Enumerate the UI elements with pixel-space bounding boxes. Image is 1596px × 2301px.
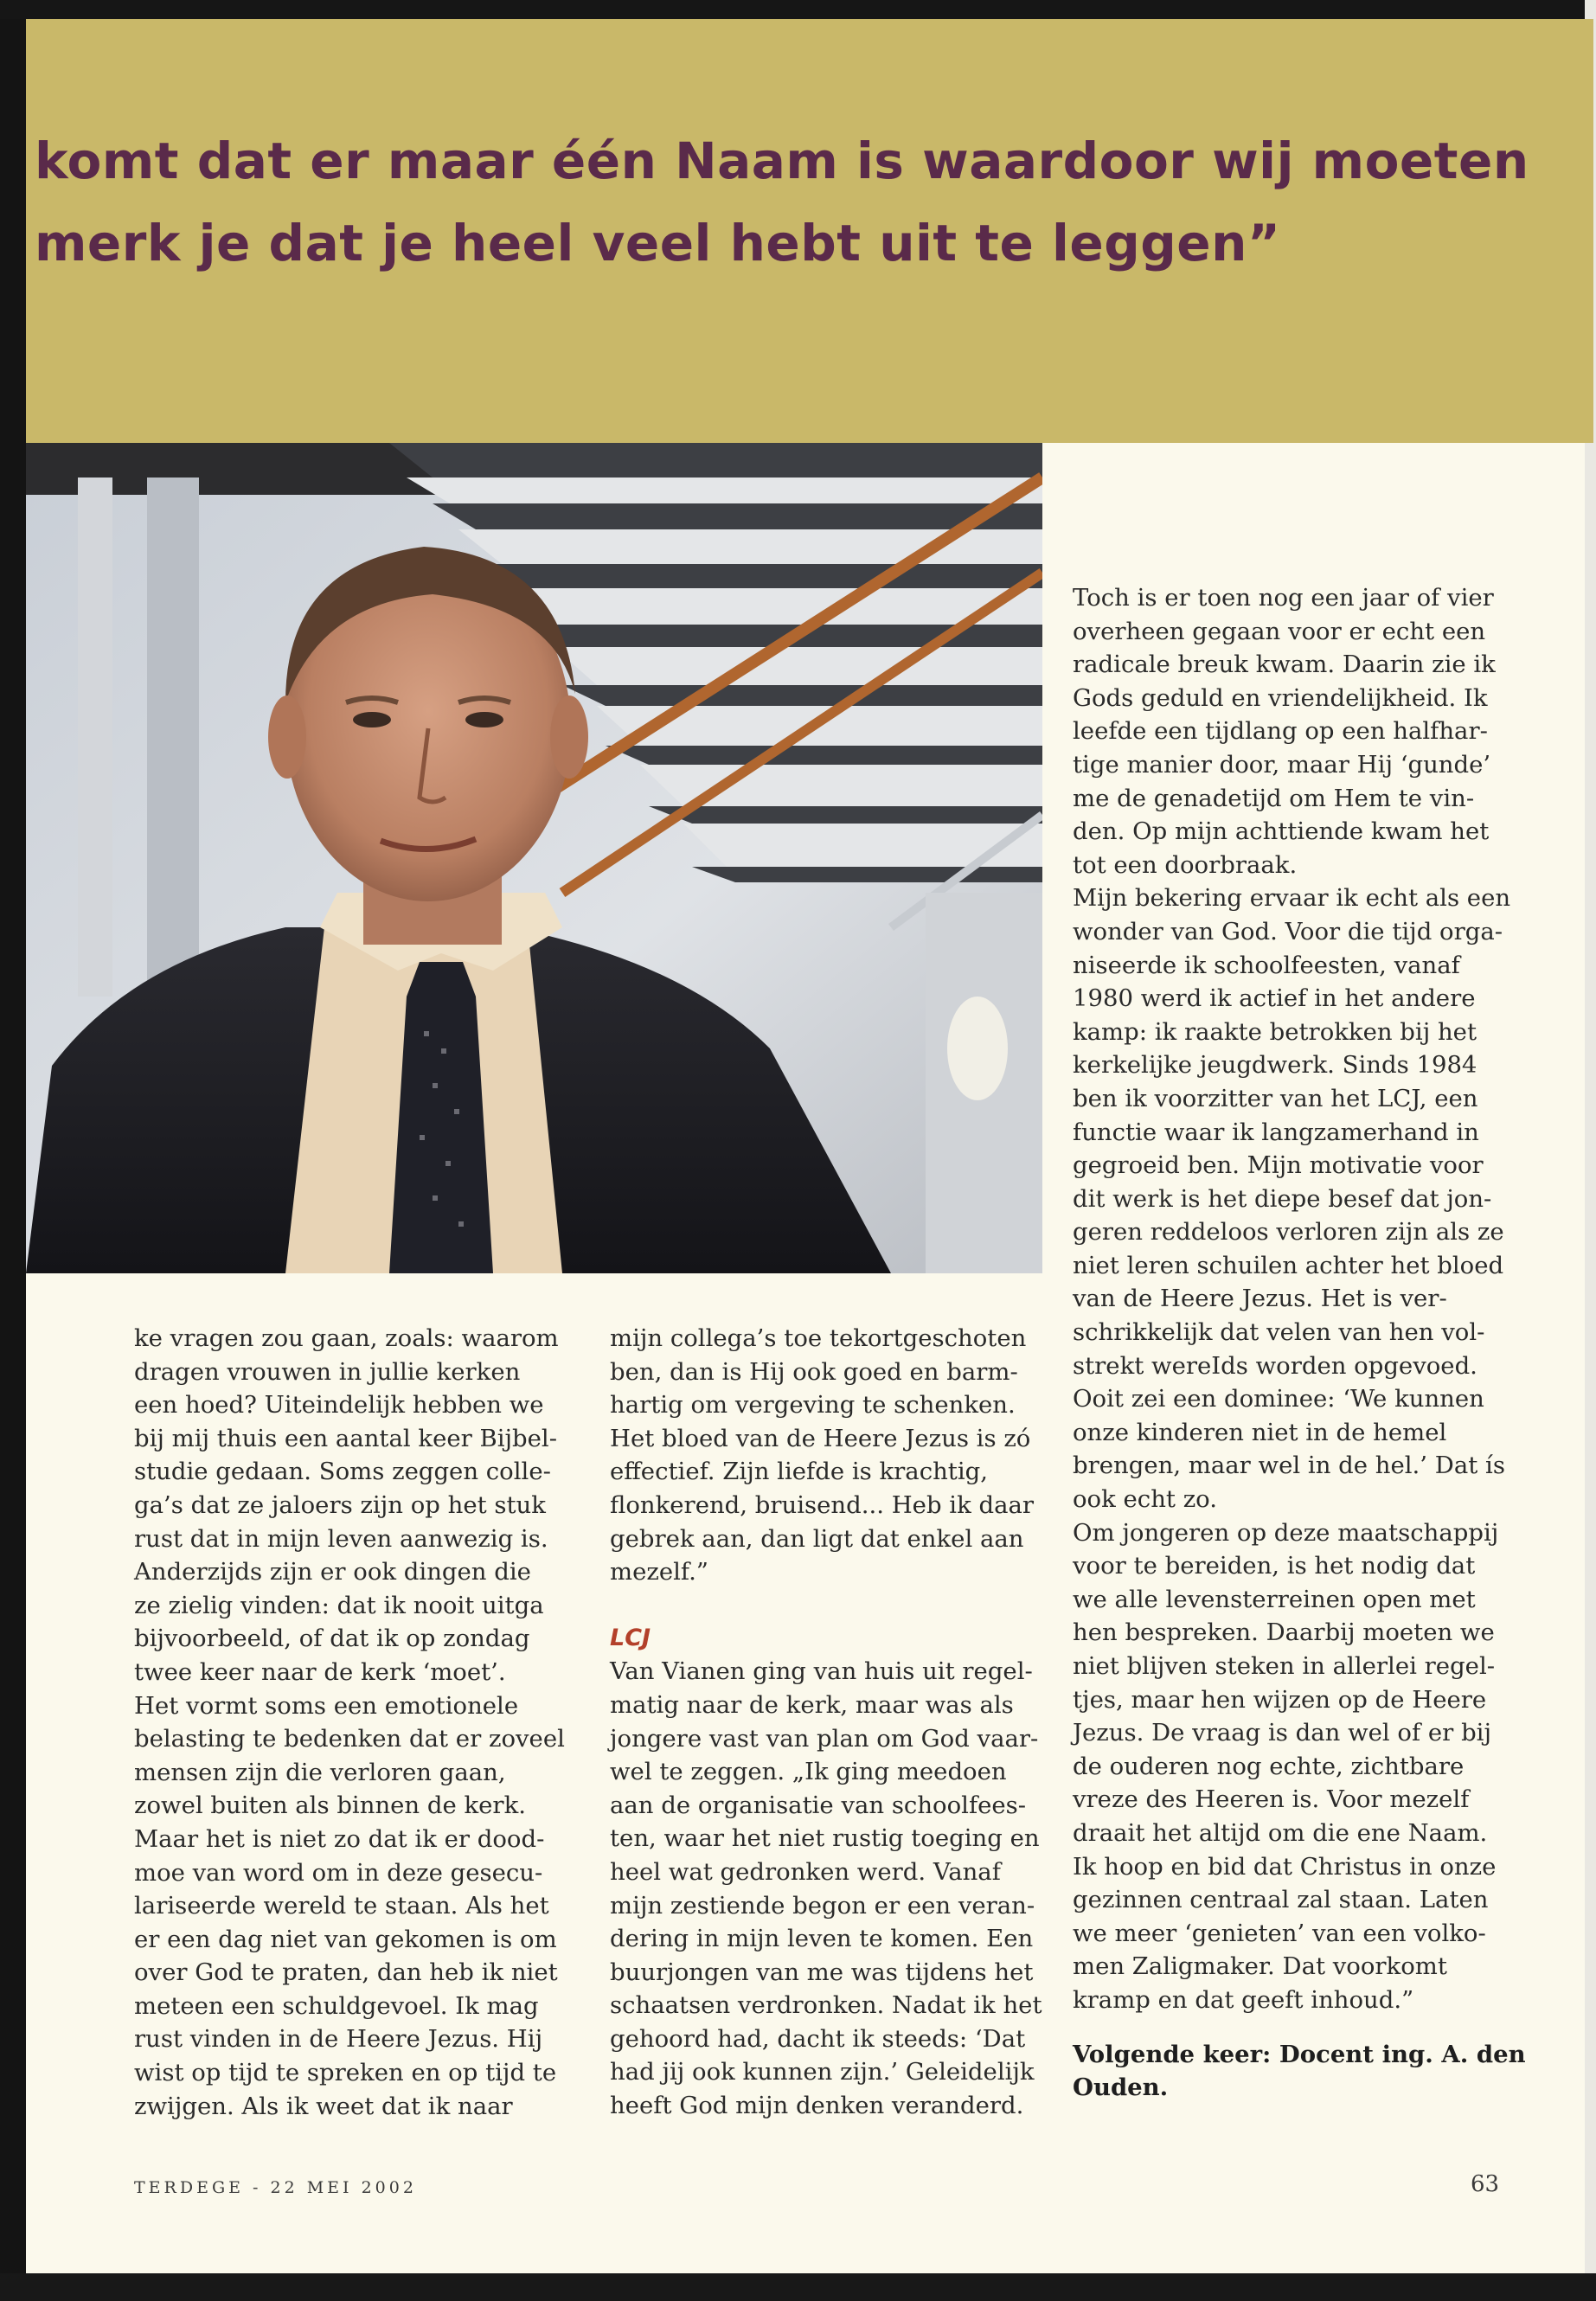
text-line: rust dat in mijn leven aanwezig is. — [134, 1524, 548, 1553]
scan-edge-bottom — [0, 2273, 1596, 2301]
text-line: leefde een tijdlang op een halfhar- — [1073, 717, 1488, 746]
text-line: bij mij thuis een aantal keer Bijbel- — [134, 1424, 558, 1452]
text-line: Het bloed van de Heere Jezus is zó — [610, 1424, 1031, 1452]
scan-edge-top — [0, 0, 1596, 19]
text-line: functie waar ik langzamerhand in — [1073, 1118, 1479, 1146]
text-line: de ouderen nog echte, zichtbare — [1073, 1752, 1465, 1780]
text-line: twee keer naar de kerk ‘moet’. — [134, 1657, 506, 1686]
column-2-paragraph — [610, 1322, 1060, 1589]
text-line: aan de organisatie van schoolfees- — [610, 1791, 1027, 1819]
text-line: gegroeid ben. Mijn motivatie voor — [1073, 1151, 1484, 1180]
text-line: Jezus. De vraag is dan wel of er bij — [1073, 1719, 1491, 1747]
column-3-paragraph — [1073, 581, 1557, 2017]
page-number: 63 — [1471, 2171, 1500, 2197]
text-line: gehoord had, dacht ik steeds: ‘Dat — [610, 2024, 1026, 2053]
text-line: den. Op mijn achttiende kwam het — [1073, 817, 1490, 846]
text-line: bijvoorbeeld, of dat ik op zondag — [134, 1625, 530, 1653]
text-line: kerkelijke jeugdwerk. Sinds 1984 — [1073, 1051, 1477, 1080]
text-line: strekt wereIds worden opgevoed. — [1073, 1351, 1477, 1380]
text-line: heel wat gedronken werd. Vanaf — [610, 1857, 1001, 1886]
text-line: vreze des Heeren is. Voor mezelf — [1073, 1785, 1470, 1814]
text-line: Ooit zei een dominee: ‘We kunnen — [1073, 1385, 1484, 1413]
text-line: moe van word om in deze gesecu- — [134, 1858, 543, 1887]
text-line: 1980 werd ik actief in het andere — [1073, 984, 1476, 1013]
text-line: brengen, maar wel in de hel.’ Dat ís — [1073, 1452, 1505, 1480]
text-line: buurjongen van me was tijdens het — [610, 1958, 1034, 1986]
text-line: Om jongeren op deze maatschappij — [1073, 1518, 1499, 1547]
text-line: we alle levensterreinen open met — [1073, 1585, 1476, 1613]
next-time-line: Ouden. — [1073, 2073, 1169, 2102]
text-line: dit werk is het diepe besef dat jon- — [1073, 1184, 1492, 1213]
text-line: mijn collega’s toe tekortgeschoten — [610, 1324, 1027, 1352]
column-2-paragraph — [610, 1655, 1060, 2122]
text-line: heeft God mijn denken veranderd. — [610, 2092, 1024, 2120]
text-line: onze kinderen niet in de hemel — [1073, 1418, 1447, 1446]
text-line: gebrek aan, dan ligt dat enkel aan — [610, 1524, 1024, 1553]
text-line: Ik hoop en bid dat Christus in onze — [1073, 1852, 1497, 1881]
text-line: me de genadetijd om Hem te vin- — [1073, 784, 1475, 812]
text-line: we meer ‘genieten’ van een volko- — [1073, 1919, 1486, 1947]
portrait-photo — [26, 443, 1042, 1273]
text-line: men Zaligmaker. Dat voorkomt — [1073, 1952, 1447, 1981]
text-line: een hoed? Uiteindelijk hebben we — [134, 1391, 544, 1420]
text-line: jongere vast van plan om God vaar- — [610, 1724, 1039, 1753]
text-line: wonder van God. Voor die tijd orga- — [1073, 917, 1503, 945]
text-line: schaatsen verdronken. Nadat ik het — [610, 1991, 1042, 2020]
article-column-3 — [1073, 581, 1557, 2105]
text-line: draait het altijd om die ene Naam. — [1073, 1818, 1488, 1847]
article-column-2 — [610, 1322, 1060, 2123]
text-line: er een dag niet van gekomen is om — [134, 1925, 557, 1953]
headline-band — [26, 19, 1593, 443]
text-line: dragen vrouwen in jullie kerken — [134, 1357, 521, 1386]
text-line: Het vormt soms een emotionele — [134, 1691, 519, 1720]
text-line: tot een doorbraak. — [1073, 850, 1298, 879]
text-line: rust vinden in de Heere Jezus. Hij — [134, 2025, 543, 2054]
text-line: effectief. Zijn liefde is krachtig, — [610, 1458, 988, 1486]
text-line: Mijn bekering ervaar ik echt als een — [1073, 884, 1511, 913]
text-line: Maar het is niet zo dat ik er dood- — [134, 1824, 545, 1853]
text-line: lariseerde wereld te staan. Als het — [134, 1892, 549, 1920]
headline-line: merk je dat je heel veel hebt uit te leggen” — [35, 214, 1281, 272]
footer-source: TERDEGE - 22 MEI 2002 — [134, 2178, 417, 2197]
text-line: Van Vianen ging van huis uit regel- — [610, 1657, 1033, 1686]
text-line: matig naar de kerk, maar was als — [610, 1690, 1014, 1719]
text-line: had jij ook kunnen zijn.’ Geleidelijk — [610, 2058, 1035, 2086]
text-line: Toch is er toen nog een jaar of vier — [1073, 584, 1494, 612]
text-line: zwijgen. Als ik weet dat ik naar — [134, 2092, 513, 2120]
text-line: ga’s dat ze jaloers zijn op het stuk — [134, 1490, 546, 1519]
text-line: mezelf.” — [610, 1558, 708, 1586]
text-line: wel te zeggen. „Ik ging meedoen — [610, 1758, 1007, 1786]
text-line: ze zielig vinden: dat ik nooit uitga — [134, 1591, 544, 1619]
text-line: kamp: ik raakte betrokken bij het — [1073, 1017, 1477, 1046]
text-line: dering in mijn leven te komen. Een — [610, 1925, 1034, 1953]
text-line: meteen een schuldgevoel. Ik mag — [134, 1991, 539, 2020]
text-line: mensen zijn die verloren gaan, — [134, 1758, 506, 1786]
text-line: overheen gegaan voor er echt een — [1073, 617, 1486, 645]
headline-line: komt dat er maar één Naam is waardoor wij moeten — [35, 131, 1529, 190]
section-subhead: LCJ — [610, 1624, 651, 1651]
text-line: kramp en dat geeft inhoud.” — [1073, 1985, 1414, 2014]
text-line: mijn zestiende begon er een veran- — [610, 1891, 1035, 1920]
text-line: Gods geduld en vriendelijkheid. Ik — [1073, 683, 1488, 712]
text-line: Anderzijds zijn er ook dingen die — [134, 1558, 531, 1586]
article-column-1 — [134, 1322, 584, 2123]
text-line: ke vragen zou gaan, zoals: waarom — [134, 1324, 559, 1352]
text-line: belasting te bedenken dat er zoveel — [134, 1725, 565, 1753]
text-line: tjes, maar hen wijzen op de Heere — [1073, 1685, 1487, 1714]
scan-edge-left — [0, 0, 26, 2301]
text-line: studie gedaan. Soms zeggen colle- — [134, 1458, 551, 1486]
text-line: ten, waar het niet rustig toeging en — [610, 1824, 1040, 1853]
text-line: zowel buiten als binnen de kerk. — [134, 1791, 526, 1820]
text-line: over God te praten, dan heb ik niet — [134, 1958, 558, 1987]
text-line: wist op tijd te spreken en op tijd te — [134, 2059, 557, 2087]
next-time-line: Volgende keer: Docent ing. A. den — [1073, 2040, 1526, 2068]
text-line: hartig om vergeving te schenken. — [610, 1391, 1016, 1420]
text-line: hen bespreken. Daarbij moeten we — [1073, 1618, 1495, 1647]
text-line: ben, dan is Hij ook goed en barm- — [610, 1357, 1018, 1386]
text-line: tige manier door, maar Hij ‘gunde’ — [1073, 750, 1491, 779]
text-line: gezinnen centraal zal staan. Laten — [1073, 1886, 1489, 1914]
text-line: geren reddeloos verloren zijn als ze — [1073, 1218, 1504, 1247]
text-line: niet blijven steken in allerlei regel- — [1073, 1652, 1496, 1680]
next-time-note — [1073, 2038, 1557, 2105]
text-line: niet leren schuilen achter het bloed — [1073, 1251, 1504, 1279]
text-line: ben ik voorzitter van het LCJ, een — [1073, 1084, 1478, 1112]
text-line: van de Heere Jezus. Het is ver- — [1073, 1285, 1447, 1313]
text-line: schrikkelijk dat velen van hen vol- — [1073, 1318, 1485, 1347]
text-line: niseerde ik schoolfeesten, vanaf — [1073, 951, 1460, 979]
text-line: flonkerend, bruisend... Heb ik daar — [610, 1490, 1035, 1519]
text-line: voor te bereiden, is het nodig dat — [1073, 1552, 1476, 1580]
text-line: ook echt zo. — [1073, 1485, 1218, 1514]
text-line: radicale breuk kwam. Daarin zie ik — [1073, 651, 1496, 679]
